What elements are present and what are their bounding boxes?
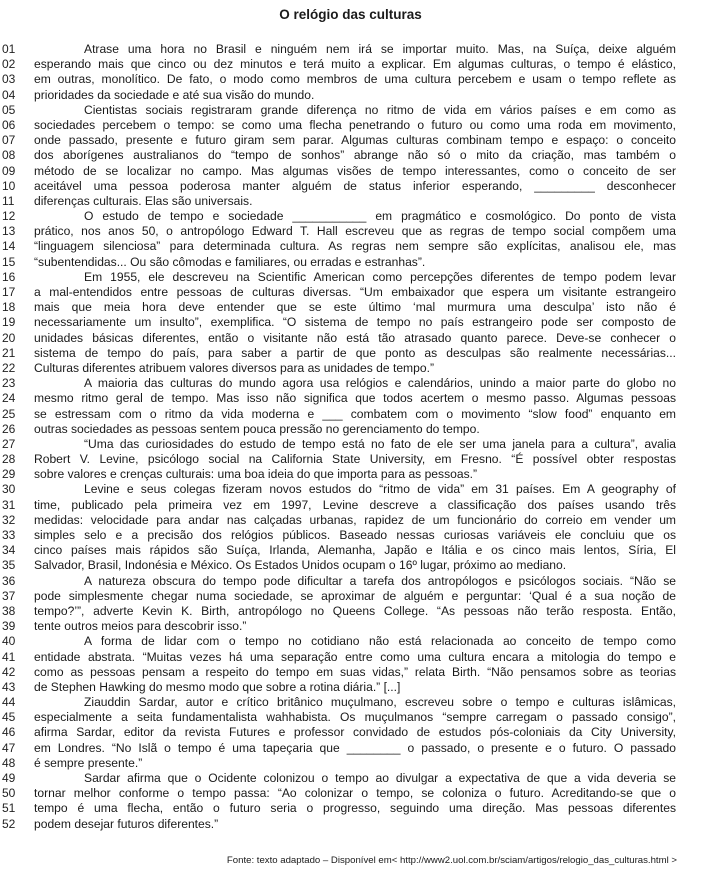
line-text: Sardar afirma que o Ocidente colonizou o tempo ao divulgar a expectativa de que a vida deveria se — [84, 771, 676, 785]
line-number: 46 — [2, 725, 16, 740]
text-line — [0, 741, 701, 756]
line-number: 22 — [2, 360, 16, 375]
line-text: se estressam com o ritmo da vida moderna e ___ combatem com o movimento “slow food” enquanto em — [34, 406, 676, 421]
line-text: Salvador, Brasil, Indonésia e México. Os Estados Unidos ocupam o 16º lugar, próximo ao mediano. — [34, 558, 567, 573]
line-number: 26 — [2, 421, 16, 436]
text-line — [0, 103, 701, 118]
line-number: 02 — [2, 57, 16, 72]
text-line — [0, 604, 701, 619]
text-body — [0, 42, 701, 832]
line-number: 51 — [2, 801, 16, 816]
line-number: 31 — [2, 497, 16, 512]
text-line — [0, 422, 701, 437]
line-number: 21 — [2, 345, 16, 360]
text-line — [0, 665, 701, 680]
text-line — [0, 88, 701, 103]
line-number: 29 — [2, 467, 16, 482]
line-number: 34 — [2, 543, 16, 558]
text-line — [0, 543, 701, 558]
line-number: 40 — [2, 634, 16, 649]
line-text: a mal-entendidos entre pessoas de culturas diversas. “Um embaixador que espera um visitante estrangeiro — [34, 285, 676, 299]
text-line — [0, 164, 701, 179]
text-line — [0, 680, 701, 695]
text-line — [0, 194, 701, 209]
line-text: “linguagem silenciosa” para determinada cultura. As regras nem sempre são explícitas, analisou ele, mas — [34, 239, 676, 254]
line-number: 39 — [2, 619, 16, 634]
line-text: necessariamente um insulto”, exemplifica. “O sistema de tempo no país estrangeiro pode ser composto de — [34, 315, 676, 330]
line-text: prático, nos anos 50, o antropólogo Edward T. Hall escreveu que as regras de tempo social compõem uma — [34, 224, 676, 239]
line-text: podem desejar futuros diferentes.” — [34, 816, 219, 831]
line-number: 52 — [2, 816, 16, 831]
line-number: 28 — [2, 452, 16, 467]
text-line — [0, 133, 701, 148]
line-text: cinco países mais rápidos são Suíça, Irlanda, Alemanha, Japão e Itália e os cinco mais lentos, Síria, El — [34, 543, 676, 558]
text-line — [0, 482, 701, 497]
line-number: 32 — [2, 512, 16, 527]
text-line — [0, 361, 701, 376]
line-text: como as pessoas pensam a respeito do tempo em suas vidas,” relata Birth. “Não pensamos sobre as teorias — [34, 664, 676, 679]
text-line — [0, 407, 701, 422]
text-line — [0, 619, 701, 634]
text-line — [0, 710, 701, 725]
text-line — [0, 756, 701, 771]
line-text: diferenças culturais. Elas são universais. — [34, 193, 253, 208]
line-number: 11 — [2, 193, 15, 208]
text-line — [0, 255, 701, 270]
line-number: 15 — [2, 254, 16, 269]
text-line — [0, 528, 701, 543]
source-citation: Fonte: texto adaptado – Disponível em< http://www2.uol.com.br/sciam/artigos/relogio_das_culturas.html > — [226, 855, 677, 866]
text-line — [0, 331, 701, 346]
text-line — [0, 42, 701, 57]
line-text: método de se localizar no campo. Mas algumas visões de tempo interessantes, como o conceito de ser — [34, 163, 676, 178]
line-text: sistema de tempo do país, para saber a partir de que ponto as desculpas são realmente necessárias... — [34, 345, 676, 360]
line-text: Ziauddin Sardar, autor e crítico britânico muçulmano, escreveu sobre o tempo e culturas islâmicas, — [84, 695, 676, 710]
text-line — [0, 786, 701, 801]
text-line — [0, 498, 701, 513]
line-number: 48 — [2, 755, 16, 770]
line-text: em Londres. “No Islã o tempo é uma tapeçaria que ________ o passado, o presente e o futuro. O passado — [34, 740, 676, 755]
line-number: 24 — [2, 391, 16, 406]
line-text: “Uma das curiosidades do estudo de tempo está no fato de ele ser uma janela para a cultura”, avalia — [84, 436, 676, 451]
line-text: sobre valores e crenças culturais: uma boa ideia do que importa para as pessoas.” — [34, 467, 478, 482]
line-number: 18 — [2, 300, 16, 315]
line-text: Levine e seus colegas fizeram novos estudos do “ritmo de vida” em 31 países. Em A geography of — [84, 482, 676, 497]
line-text: Robert V. Levine, psicólogo social na California State University, em Fresno. “É possível obter respostas — [34, 452, 676, 467]
line-number: 50 — [2, 786, 16, 801]
text-line — [0, 650, 701, 665]
line-number: 36 — [2, 573, 16, 588]
line-text: tempo?’”, adverte Kevin K. Birth, antropólogo no Queens College. “As pessoas não terão resposta. Então, — [34, 603, 676, 618]
line-text: unidades básicas diferentes, então o visitante não está tão atrasado quanto parece. Deve-se conhecer o — [34, 330, 676, 345]
line-text: “subentendidas... Ou são cômodas e familiares, ou erradas e estranhas”. — [34, 254, 426, 269]
text-line — [0, 300, 701, 315]
line-number: 38 — [2, 603, 16, 618]
text-line — [0, 148, 701, 163]
line-text: mesmo ritmo geral de tempo. Mas isso não significa que todos acertem o mesmo passo. Algumas pessoas — [34, 391, 676, 406]
line-number: 27 — [2, 436, 16, 451]
line-number: 06 — [2, 117, 16, 132]
line-text: simples selo e a precisão dos relógios públicos. Baseado nessas curiosas variáveis ele concluiu que os — [34, 528, 676, 542]
line-number: 47 — [2, 740, 16, 755]
text-line — [0, 467, 701, 482]
line-text: onde passado, presente e futuro giram sem parar. Algumas culturas combinam tempo e espaço: o conceito — [34, 133, 676, 148]
line-text: afirma Sardar, editor da revista Futures e professor convidado de estudos pós-coloniais da City University, — [34, 725, 676, 740]
line-number: 44 — [2, 695, 16, 710]
line-number: 12 — [2, 209, 16, 224]
text-line — [0, 376, 701, 391]
text-line — [0, 513, 701, 528]
line-text: prioridades da sociedade e até sua visão do mundo. — [34, 87, 315, 102]
line-text: O estudo de tempo e sociedade ___________ em pragmático e cosmológico. Do ponto de vista — [84, 209, 676, 224]
line-number: 30 — [2, 482, 16, 497]
line-number: 17 — [2, 285, 16, 299]
document-title: O relógio das culturas — [279, 7, 422, 22]
line-number: 41 — [2, 649, 16, 664]
text-line — [0, 589, 701, 604]
text-line — [0, 179, 701, 194]
line-text: entidade abstrata. “Muitas vezes há uma separação entre como uma cultura encara a mitologia do tempo e — [34, 649, 676, 664]
line-number: 05 — [2, 102, 16, 117]
line-text: Cientistas sociais registraram grande diferença no ritmo de vida em vários países e em como as — [84, 102, 676, 117]
text-line — [0, 817, 701, 832]
line-text: tente outros meios para descobrir isso.” — [34, 619, 247, 634]
line-number: 16 — [2, 269, 16, 284]
text-line — [0, 574, 701, 589]
text-line — [0, 285, 701, 300]
line-text: A natureza obscura do tempo pode dificultar a tarefa dos antropólogos e psicólogos sociais. “Não se — [84, 573, 676, 588]
text-line — [0, 725, 701, 740]
text-line — [0, 771, 701, 786]
text-line — [0, 57, 701, 72]
line-text: mais que meia hora deve entender que se este último ‘mal murmura uma desculpa’ isto não é — [34, 300, 676, 315]
line-number: 07 — [2, 133, 16, 148]
text-line — [0, 391, 701, 406]
line-number: 45 — [2, 710, 16, 725]
text-line — [0, 558, 701, 573]
line-text: Em 1955, ele descreveu na Scientific American como percepções diferentes de tempo podem levar — [84, 269, 676, 284]
text-line — [0, 315, 701, 330]
line-text: A maioria das culturas do mundo agora usa relógios e calendários, unindo a maior parte do globo no — [84, 376, 676, 391]
line-number: 09 — [2, 163, 16, 178]
text-line — [0, 270, 701, 285]
line-text: tornar melhor conforme o tempo passa: “Ao colonizar o tempo, se coloniza o futuro. Acreditando-se que o — [34, 786, 676, 801]
text-line — [0, 437, 701, 452]
text-line — [0, 695, 701, 710]
line-number: 49 — [2, 771, 16, 785]
line-number: 43 — [2, 679, 16, 694]
line-number: 42 — [2, 664, 16, 679]
text-line — [0, 224, 701, 239]
line-number: 01 — [2, 42, 16, 56]
text-line — [0, 72, 701, 87]
text-line — [0, 801, 701, 816]
line-text: pode simplesmente chegar numa sociedade, se aproximar de alguém e perguntar: ‘Qual é a sua noção de — [34, 588, 676, 603]
line-text: outras sociedades as pessoas sentem pouca pressão no gerenciamento do tempo. — [34, 421, 480, 436]
line-number: 23 — [2, 376, 16, 391]
line-number: 35 — [2, 558, 16, 573]
line-text: time, publicado pela primeira vez em 1997, Levine descreve a classificação dos países usando três — [34, 497, 676, 512]
line-text: medidas: velocidade para andar nas calçadas urbanas, rapidez de um funcionário do correio em vender um — [34, 512, 676, 527]
text-line — [0, 346, 701, 361]
text-line — [0, 452, 701, 467]
line-number: 37 — [2, 588, 16, 603]
text-line — [0, 209, 701, 224]
line-number: 08 — [2, 148, 16, 163]
text-line — [0, 239, 701, 254]
line-number: 19 — [2, 315, 16, 330]
line-text: A forma de lidar com o tempo no cotidiano não está relacionada ao conceito de tempo como — [84, 634, 676, 649]
line-number: 20 — [2, 330, 16, 345]
line-number: 10 — [2, 178, 16, 193]
line-text: Culturas diferentes atribuem valores diversos para as unidades de tempo.” — [34, 360, 434, 375]
line-text: esperando mais que cinco ou dez minutos e terá muito a explicar. Em algumas culturas, o tempo é elástico, — [34, 57, 676, 72]
line-text: especialmente a seita fundamentalista wahhabista. Os muçulmanos “sempre carregam o passado consigo”, — [34, 710, 676, 725]
line-number: 25 — [2, 406, 16, 421]
line-number: 04 — [2, 87, 16, 102]
line-number: 13 — [2, 224, 16, 239]
line-text: Atrase uma hora no Brasil e ninguém nem irá se importar muito. Mas, na Suíça, deixe alguém — [84, 42, 676, 56]
text-line — [0, 118, 701, 133]
line-text: é sempre presente.” — [34, 755, 143, 770]
line-number: 33 — [2, 528, 16, 542]
line-number: 14 — [2, 239, 16, 254]
line-text: sociedades percebem o tempo: se como uma flecha penetrando o futuro ou como uma roda em movimento, — [34, 117, 676, 132]
line-number: 03 — [2, 72, 16, 87]
text-line — [0, 634, 701, 649]
line-text: tempo é uma flecha, então o futuro seria o progresso, seguindo uma direção. Mas pessoas diferentes — [34, 801, 676, 816]
line-text: dos aborígenes australianos do “tempo de sonhos” abrange não só o mito da criação, mas também o — [34, 148, 676, 163]
line-text: de Stephen Hawking do mesmo modo que sobre a rotina diária.” [...] — [34, 679, 401, 694]
line-text: em outras, monolítico. De fato, o modo como membros de uma cultura percebem e usam o tempo reflete as — [34, 72, 676, 87]
line-text: aceitável uma pessoa poderosa manter alguém de status inferior esperando, _________ desconhecer — [34, 178, 676, 193]
